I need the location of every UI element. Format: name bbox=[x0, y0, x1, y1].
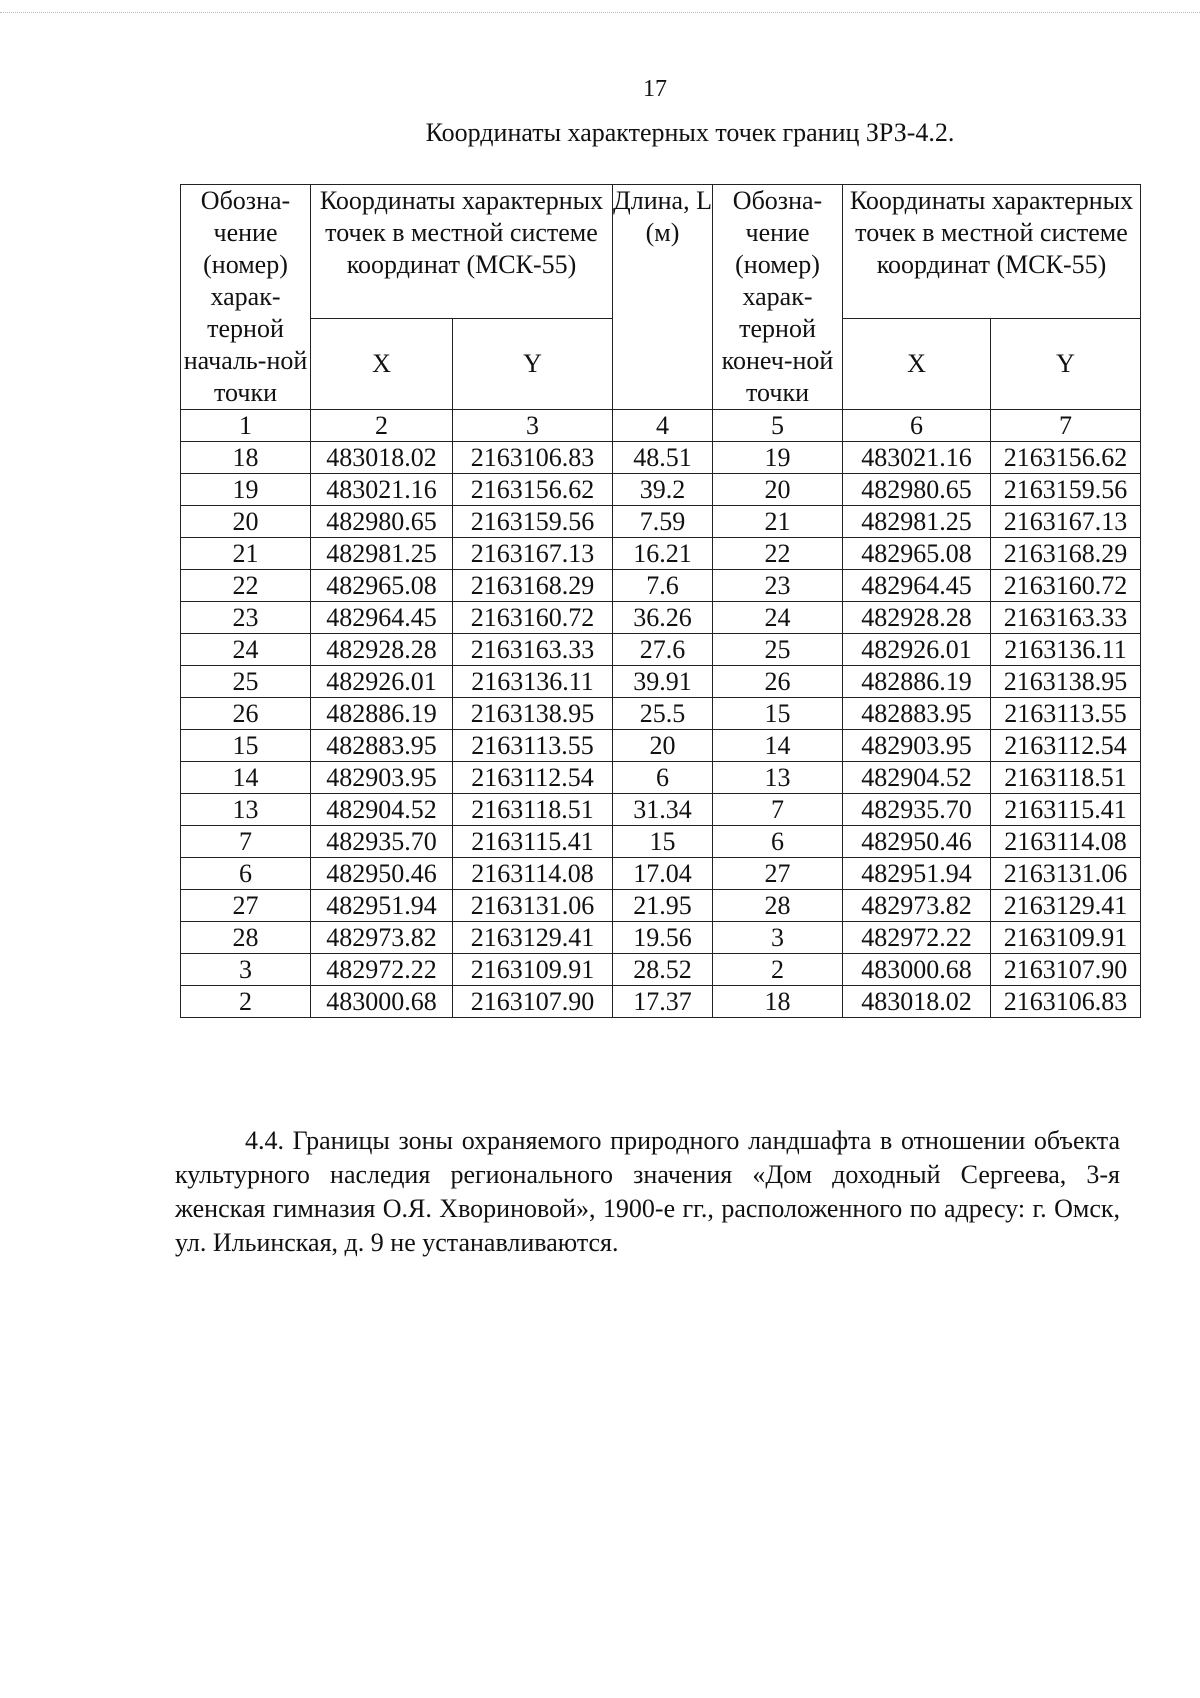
column-number: 5 bbox=[713, 410, 843, 442]
end-point-cell: 20 bbox=[713, 474, 843, 506]
page-number: 17 bbox=[643, 76, 667, 102]
start-point-cell: 3 bbox=[181, 954, 311, 986]
header-end-y: Y bbox=[991, 319, 1141, 410]
header-start-point: Обозна-чение (номер) харак-терной началь-ной точки bbox=[181, 185, 311, 410]
column-number: 6 bbox=[843, 410, 991, 442]
end-x-cell: 482928.28 bbox=[843, 602, 991, 634]
start-x-cell: 483018.02 bbox=[311, 442, 453, 474]
start-y-cell: 2163159.56 bbox=[453, 506, 613, 538]
length-cell: 31.34 bbox=[613, 794, 713, 826]
start-x-cell: 482951.94 bbox=[311, 890, 453, 922]
start-point-cell: 6 bbox=[181, 858, 311, 890]
length-cell: 28.52 bbox=[613, 954, 713, 986]
end-y-cell: 2163136.11 bbox=[991, 634, 1141, 666]
table-row bbox=[181, 538, 1141, 570]
end-point-cell: 13 bbox=[713, 762, 843, 794]
end-y-cell: 2163159.56 bbox=[991, 474, 1141, 506]
table-row bbox=[181, 794, 1141, 826]
start-point-cell: 22 bbox=[181, 570, 311, 602]
end-x-cell: 482886.19 bbox=[843, 666, 991, 698]
end-y-cell: 2163156.62 bbox=[991, 442, 1141, 474]
table-row bbox=[181, 570, 1141, 602]
end-y-cell: 2163129.41 bbox=[991, 890, 1141, 922]
header-end-point: Обозна-чение (номер) харак-терной конеч-ной точки bbox=[713, 185, 843, 410]
end-y-cell: 2163113.55 bbox=[991, 698, 1141, 730]
start-point-cell: 27 bbox=[181, 890, 311, 922]
table-row bbox=[181, 602, 1141, 634]
table-row bbox=[181, 730, 1141, 762]
start-x-cell: 482964.45 bbox=[311, 602, 453, 634]
start-x-cell: 482973.82 bbox=[311, 922, 453, 954]
start-y-cell: 2163167.13 bbox=[453, 538, 613, 570]
end-y-cell: 2163168.29 bbox=[991, 538, 1141, 570]
start-y-cell: 2163112.54 bbox=[453, 762, 613, 794]
length-cell: 36.26 bbox=[613, 602, 713, 634]
start-y-cell: 2163136.11 bbox=[453, 666, 613, 698]
end-y-cell: 2163138.95 bbox=[991, 666, 1141, 698]
end-point-cell: 26 bbox=[713, 666, 843, 698]
length-cell: 21.95 bbox=[613, 890, 713, 922]
start-x-cell: 482886.19 bbox=[311, 698, 453, 730]
start-y-cell: 2163115.41 bbox=[453, 826, 613, 858]
end-point-cell: 14 bbox=[713, 730, 843, 762]
end-point-cell: 6 bbox=[713, 826, 843, 858]
start-x-cell: 483021.16 bbox=[311, 474, 453, 506]
start-point-cell: 20 bbox=[181, 506, 311, 538]
end-point-cell: 22 bbox=[713, 538, 843, 570]
start-point-cell: 2 bbox=[181, 986, 311, 1018]
column-number: 4 bbox=[613, 410, 713, 442]
end-x-cell: 482964.45 bbox=[843, 570, 991, 602]
end-x-cell: 482904.52 bbox=[843, 762, 991, 794]
end-x-cell: 483018.02 bbox=[843, 986, 991, 1018]
end-x-cell: 482883.95 bbox=[843, 698, 991, 730]
table-row bbox=[181, 826, 1141, 858]
length-cell: 20 bbox=[613, 730, 713, 762]
length-cell: 17.37 bbox=[613, 986, 713, 1018]
end-y-cell: 2163107.90 bbox=[991, 954, 1141, 986]
length-cell: 19.56 bbox=[613, 922, 713, 954]
end-x-cell: 482972.22 bbox=[843, 922, 991, 954]
start-x-cell: 482981.25 bbox=[311, 538, 453, 570]
end-point-cell: 2 bbox=[713, 954, 843, 986]
start-y-cell: 2163163.33 bbox=[453, 634, 613, 666]
table-title: Координаты характерных точек границ ЗРЗ-4.2. bbox=[425, 118, 955, 147]
end-point-cell: 27 bbox=[713, 858, 843, 890]
end-x-cell: 482980.65 bbox=[843, 474, 991, 506]
table-row bbox=[181, 474, 1141, 506]
end-x-cell: 482950.46 bbox=[843, 826, 991, 858]
start-point-cell: 14 bbox=[181, 762, 311, 794]
table-row bbox=[181, 922, 1141, 954]
end-x-cell: 482935.70 bbox=[843, 794, 991, 826]
start-y-cell: 2163118.51 bbox=[453, 794, 613, 826]
length-cell: 7.59 bbox=[613, 506, 713, 538]
start-y-cell: 2163114.08 bbox=[453, 858, 613, 890]
end-y-cell: 2163115.41 bbox=[991, 794, 1141, 826]
start-y-cell: 2163113.55 bbox=[453, 730, 613, 762]
end-y-cell: 2163109.91 bbox=[991, 922, 1141, 954]
header-end-x: X bbox=[843, 319, 991, 410]
start-point-cell: 19 bbox=[181, 474, 311, 506]
start-x-cell: 482950.46 bbox=[311, 858, 453, 890]
table-body bbox=[181, 442, 1141, 1018]
start-y-cell: 2163168.29 bbox=[453, 570, 613, 602]
header-start-coords: Координаты характерных точек в местной системе координат (МСК-55) bbox=[311, 185, 613, 319]
coordinates-table bbox=[180, 184, 1141, 1018]
length-cell: 48.51 bbox=[613, 442, 713, 474]
start-y-cell: 2163160.72 bbox=[453, 602, 613, 634]
start-x-cell: 482972.22 bbox=[311, 954, 453, 986]
start-x-cell: 482883.95 bbox=[311, 730, 453, 762]
end-y-cell: 2163118.51 bbox=[991, 762, 1141, 794]
start-x-cell: 483000.68 bbox=[311, 986, 453, 1018]
start-point-cell: 24 bbox=[181, 634, 311, 666]
scan-top-edge bbox=[0, 12, 1200, 13]
start-point-cell: 21 bbox=[181, 538, 311, 570]
start-x-cell: 482904.52 bbox=[311, 794, 453, 826]
table-row bbox=[181, 858, 1141, 890]
table-row bbox=[181, 442, 1141, 474]
length-cell: 16.21 bbox=[613, 538, 713, 570]
start-y-cell: 2163129.41 bbox=[453, 922, 613, 954]
start-x-cell: 482935.70 bbox=[311, 826, 453, 858]
end-x-cell: 482926.01 bbox=[843, 634, 991, 666]
end-x-cell: 482965.08 bbox=[843, 538, 991, 570]
header-length: Длина, L (м) bbox=[613, 185, 713, 410]
end-y-cell: 2163114.08 bbox=[991, 826, 1141, 858]
end-point-cell: 7 bbox=[713, 794, 843, 826]
start-x-cell: 482926.01 bbox=[311, 666, 453, 698]
end-x-cell: 482903.95 bbox=[843, 730, 991, 762]
table-row bbox=[181, 506, 1141, 538]
length-cell: 6 bbox=[613, 762, 713, 794]
start-point-cell: 18 bbox=[181, 442, 311, 474]
start-x-cell: 482928.28 bbox=[311, 634, 453, 666]
table-row bbox=[181, 762, 1141, 794]
length-cell: 25.5 bbox=[613, 698, 713, 730]
header-end-coords: Координаты характерных точек в местной системе координат (МСК-55) bbox=[843, 185, 1141, 319]
header-start-y: Y bbox=[453, 319, 613, 410]
section-4-4-paragraph: 4.4. Границы зоны охраняемого природного ландшафта в отношении объекта культурного наследия регионального значения «Дом доходный Сергеева, 3-я женская гимназия О.Я. Хвориновой», 1900-е гг., расположенного по адресу: г. Омск, ул. Ильинская, д. 9 не устанавливаются. bbox=[175, 1126, 1120, 1257]
column-number-row bbox=[181, 410, 1141, 442]
end-point-cell: 18 bbox=[713, 986, 843, 1018]
start-point-cell: 7 bbox=[181, 826, 311, 858]
end-point-cell: 25 bbox=[713, 634, 843, 666]
length-cell: 15 bbox=[613, 826, 713, 858]
length-cell: 39.91 bbox=[613, 666, 713, 698]
end-point-cell: 24 bbox=[713, 602, 843, 634]
length-cell: 7.6 bbox=[613, 570, 713, 602]
table-row bbox=[181, 666, 1141, 698]
start-point-cell: 25 bbox=[181, 666, 311, 698]
end-y-cell: 2163131.06 bbox=[991, 858, 1141, 890]
column-number: 3 bbox=[453, 410, 613, 442]
end-y-cell: 2163163.33 bbox=[991, 602, 1141, 634]
start-y-cell: 2163109.91 bbox=[453, 954, 613, 986]
length-cell: 39.2 bbox=[613, 474, 713, 506]
header-start-x: X bbox=[311, 319, 453, 410]
start-x-cell: 482903.95 bbox=[311, 762, 453, 794]
start-point-cell: 13 bbox=[181, 794, 311, 826]
start-x-cell: 482980.65 bbox=[311, 506, 453, 538]
start-y-cell: 2163106.83 bbox=[453, 442, 613, 474]
end-point-cell: 19 bbox=[713, 442, 843, 474]
end-point-cell: 15 bbox=[713, 698, 843, 730]
table-row bbox=[181, 986, 1141, 1018]
end-y-cell: 2163106.83 bbox=[991, 986, 1141, 1018]
end-y-cell: 2163112.54 bbox=[991, 730, 1141, 762]
end-point-cell: 23 bbox=[713, 570, 843, 602]
end-y-cell: 2163167.13 bbox=[991, 506, 1141, 538]
length-cell: 27.6 bbox=[613, 634, 713, 666]
start-x-cell: 482965.08 bbox=[311, 570, 453, 602]
end-y-cell: 2163160.72 bbox=[991, 570, 1141, 602]
end-x-cell: 483021.16 bbox=[843, 442, 991, 474]
column-number: 7 bbox=[991, 410, 1141, 442]
start-point-cell: 28 bbox=[181, 922, 311, 954]
start-y-cell: 2163107.90 bbox=[453, 986, 613, 1018]
end-point-cell: 21 bbox=[713, 506, 843, 538]
table-row bbox=[181, 954, 1141, 986]
column-number: 2 bbox=[311, 410, 453, 442]
end-x-cell: 482981.25 bbox=[843, 506, 991, 538]
end-point-cell: 3 bbox=[713, 922, 843, 954]
start-point-cell: 26 bbox=[181, 698, 311, 730]
column-number: 1 bbox=[181, 410, 311, 442]
table-row bbox=[181, 634, 1141, 666]
start-y-cell: 2163156.62 bbox=[453, 474, 613, 506]
table-row bbox=[181, 890, 1141, 922]
end-x-cell: 482951.94 bbox=[843, 858, 991, 890]
start-y-cell: 2163131.06 bbox=[453, 890, 613, 922]
start-y-cell: 2163138.95 bbox=[453, 698, 613, 730]
table-row bbox=[181, 698, 1141, 730]
end-x-cell: 483000.68 bbox=[843, 954, 991, 986]
start-point-cell: 23 bbox=[181, 602, 311, 634]
start-point-cell: 15 bbox=[181, 730, 311, 762]
end-point-cell: 28 bbox=[713, 890, 843, 922]
length-cell: 17.04 bbox=[613, 858, 713, 890]
end-x-cell: 482973.82 bbox=[843, 890, 991, 922]
